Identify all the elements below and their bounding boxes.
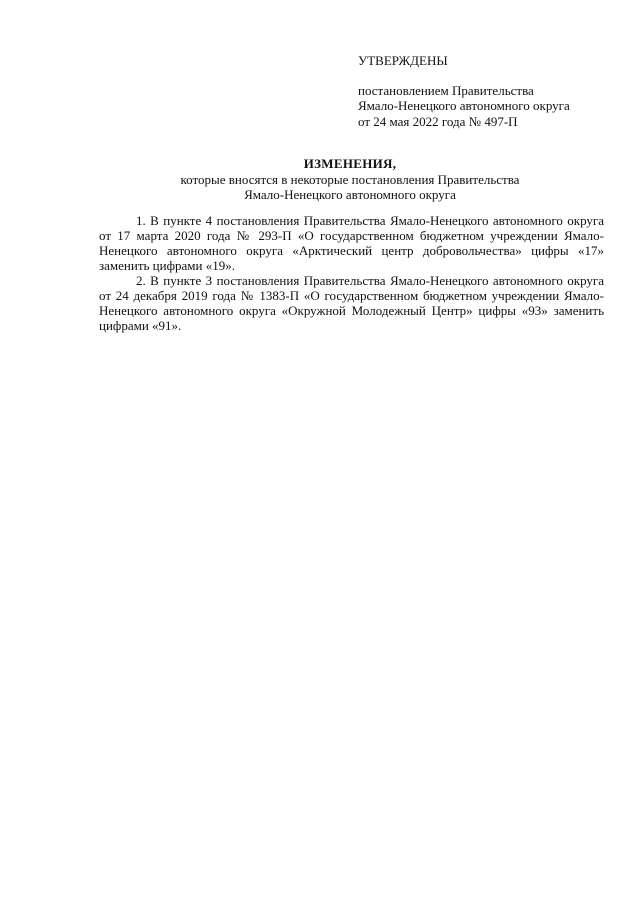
- approval-line: постановлением Правительства: [358, 82, 534, 98]
- document-subtitle-line: Ямало-Ненецкого автономного округа: [244, 187, 456, 202]
- approval-heading: УТВЕРЖДЕНЫ: [358, 53, 448, 68]
- approval-line: от 24 мая 2022 года № 497-П: [358, 113, 518, 129]
- document-body: [99, 213, 604, 333]
- paragraph-1: [99, 213, 604, 273]
- paragraph-text: В пункте 4 постановления Правительства Ямало-Ненецкого автономного округа от 17 марта 2020 года № 293-П «О государственном бюджетном учреждении Ямало-Ненецкого автономного округа «Арктический центр добровольчества» цифры «17» заменить цифрами «19».: [99, 213, 605, 273]
- paragraph-2: [99, 273, 604, 333]
- document-title: ИЗМЕНЕНИЯ,: [303, 156, 397, 171]
- paragraph-text: В пункте 3 постановления Правительства Ямало-Ненецкого автономного округа от 24 декабря 2019 года № 1383-П «О государственном бюджетном учреждении Ямало-Ненецкого автономного округа «Окружной Молодежный Центр» цифры «93» заменить цифрами «91».: [99, 273, 605, 333]
- document-subtitle-line: которые вносятся в некоторые постановления Правительства: [180, 171, 520, 187]
- paragraph-number: 2.: [136, 273, 146, 288]
- paragraph-number: 1.: [136, 213, 146, 228]
- document-heading: [90, 156, 610, 203]
- approval-block: [358, 53, 628, 129]
- approval-line: Ямало-Ненецкого автономного округа: [358, 98, 570, 113]
